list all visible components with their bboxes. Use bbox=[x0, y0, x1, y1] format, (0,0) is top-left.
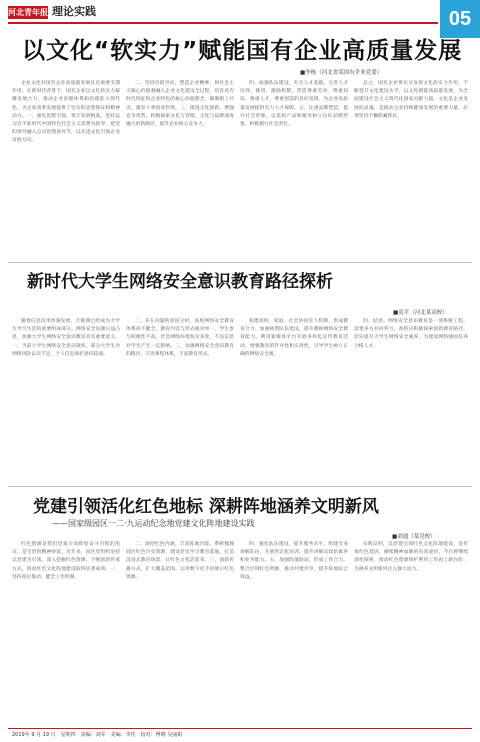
article-2-column-3: 构建高校、家庭、社会协同育人机制，形成教育合力。加强师资队伍建设，提升教师网络安全教育能力。利用新媒体平台开展多样化宣传教育活动，增强教育的针对性和实效性，引导学生树立正确的网络安全观。 bbox=[240, 319, 348, 357]
section-label: 理论实践 bbox=[52, 5, 96, 18]
article-3-headline: 党建引领活化红色地标 深耕阵地涵养文明新风 bbox=[33, 497, 379, 517]
page-number: 05 bbox=[440, 0, 480, 38]
article-2-headline: 新时代大学生网络安全意识教育路径探析 bbox=[27, 272, 333, 292]
article-1-column-3: 四、加强队伍建设，夯实人才基础。完善人才培养、使用、激励机制，营造尊重劳动、尊重知识、尊重人才、尊重创造的良好氛围，为企业高质量发展提供有力人才保障。五、注重品牌塑造，提升社会形象。以优质产品和服务树立良好品牌形象，积极履行社会责任。 bbox=[240, 81, 348, 128]
article-divider bbox=[8, 486, 472, 487]
article-3-column-3: 四、强化队伍建设，提升服务水平。组建专业讲解队伍，开展常态化培训，提升讲解员政治素养和业务能力。五、加强阵地联动，形成工作合力。整合区域红色资源，推动共建共享，提升阵地综合效益。 bbox=[240, 542, 348, 580]
newspaper-logo: 河北青年报 bbox=[8, 8, 48, 17]
article-1-column-2: 二、坚持价值导向，塑造企业精神。将社会主义核心价值观融入企业文化建设全过程，培育具有时代特征和企业特色的核心价值理念，凝聚职工共识，激发干事创业热情。三、推进文化创新，增强竞争优势。积极探索文化与管理、文化与品牌深度融合的新路径，提升企业核心竞争力。 bbox=[126, 81, 234, 128]
page-footer: 2019年 9 月 19 日 星期四 责编：刘军 美编：李佳 校对：傅晓 吴丽娟 bbox=[12, 732, 183, 738]
article-1-byline: ■李栋（河北省某国有企业党委） bbox=[300, 70, 383, 76]
article-3-byline: ■刘通（某党校） bbox=[392, 534, 436, 540]
article-1-headline: 以文化“软实力”赋能国有企业高质量发展 bbox=[22, 38, 463, 64]
article-3-subtitle: ——国家级园区一二·九运动纪念地党建文化阵地建设实践 bbox=[52, 519, 255, 528]
article-2-column-4: 四、结语。网络安全意识教育是一项系统工程，需要多方共同努力。高校应积极探索创新教育路径，切实提升大学生网络安全素养，为建设网络强国培养合格人才。 bbox=[354, 319, 468, 349]
article-1-column-4: 总之，国有企业要充分发挥文化软实力作用，不断提升文化建设水平，以文化赋能高质量发展，为全面建设社会主义现代化国家贡献力量。文化是企业发展的灵魂，是推动企业持续健康发展的重要力量，必须坚持不懈抓紧抓好。 bbox=[354, 81, 468, 119]
header-rule bbox=[8, 22, 438, 24]
article-divider bbox=[8, 262, 472, 263]
article-3-column-1: 红色资源是我们党艰辛而辉煌奋斗历程的见证，是宝贵的精神财富。近年来，园区党组织坚持以党建为引领，深入挖掘红色资源，不断创新传承方式，推动红色文化阵地建设取得显著成效。一、坚持高位推动，健全工作机制。 bbox=[12, 542, 120, 580]
article-3-column-4: 实践证明，以党建引领红色文化阵地建设，是传承红色基因、赓续精神血脉的有效途径。今后将继续深化探索，推动红色资源保护利用工作再上新台阶，为涵养文明新风注入强大动力。 bbox=[354, 542, 468, 572]
article-2-column-2: 二、存在问题的原因分析。高校网络安全教育体系尚不健全，教育内容与形式相对单一，学生参与积极性不高。社会网络环境复杂多变，不良信息对学生产生一定影响。三、加强网络安全意识教育的路径。完善课程体系，丰富教育形式。 bbox=[126, 319, 234, 357]
article-3-column-2: 二、深挖红色内涵，丰富阵地功能。系统梳理园区红色历史资源，建设党史学习教育基地，打造沉浸式教育场景，让红色文化活起来。三、创新传播方式，扩大覆盖范围。运用数字化手段展示红色资源。 bbox=[126, 542, 234, 580]
article-2-column-1: 随着信息技术快速发展，互联网已经成为大学生学习生活的重要组成部分。网络安全问题日益凸显，加强大学生网络安全意识教育具有重要意义。一、当前大学生网络安全意识现状。部分大学生对网络风险认识不足，个人信息保护意识较弱。 bbox=[12, 319, 120, 357]
article-1-column-1: 企业文化对国有企业高质量发展具有重要支撑作用。在新时代背景下，国有企业以文化软实力凝聚发展合力，推动企业治理体系和治理能力现代化，为企业改革发展提供了坚实的思想保证和精神动力。一、强化思想引领，筑牢发展根基。坚持以习近平新时代中国特色社会主义思想为指导，把党的领导融入公司治理各环节，以先进文化引领企业发展方向。 bbox=[12, 81, 120, 144]
article-2-byline: ■高平（河北某高校） bbox=[393, 310, 448, 316]
footer-rule bbox=[8, 728, 472, 729]
